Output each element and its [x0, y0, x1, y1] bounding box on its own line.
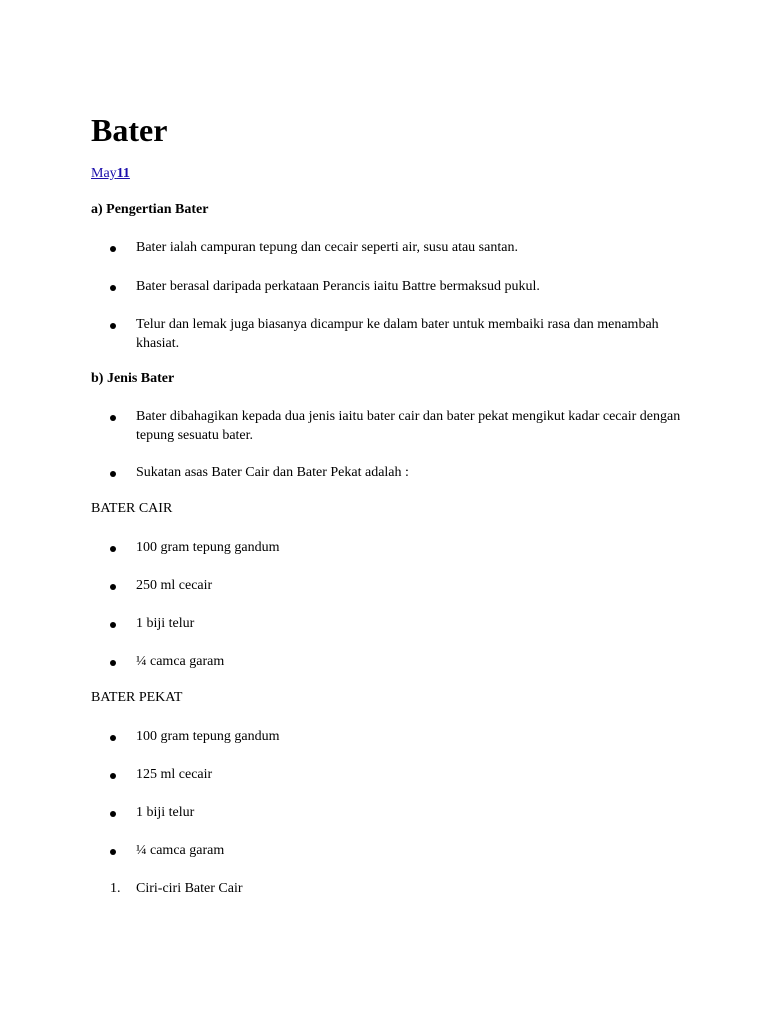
bullet-icon [110, 584, 116, 590]
list-item [91, 841, 691, 860]
list-item-text: 100 gram tepung gandum [136, 729, 280, 744]
section-heading-jenis: b) Jenis Bater [91, 371, 175, 386]
bullet-icon [110, 285, 116, 291]
section-heading-pengertian: a) Pengertian Bater [91, 202, 209, 217]
bullet-icon [110, 773, 116, 779]
numbered-list-item [91, 879, 691, 898]
bullet-icon [110, 811, 116, 817]
list-item-text: Telur dan lemak juga biasanya dicampur ke dalam bater untuk membaiki rasa dan menambah khasiat. [136, 317, 659, 351]
list-item-text: 1 biji telur [136, 616, 195, 631]
bullet-icon [110, 735, 116, 741]
list-item [91, 727, 691, 746]
list-item [91, 576, 691, 595]
bullet-icon [110, 246, 116, 252]
post-date-day: 11 [116, 166, 130, 181]
list-item [91, 277, 691, 296]
list-item-text: Bater dibahagikan kepada dua jenis iaitu bater cair dan bater pekat mengikut kadar cecair dengan tepung sesuatu bater. [136, 409, 681, 443]
list-item [91, 538, 691, 557]
bullet-icon [110, 471, 116, 477]
bullet-icon [110, 660, 116, 666]
list-item-text: Sukatan asas Bater Cair dan Bater Pekat adalah : [136, 465, 409, 480]
list-item-text: Bater berasal daripada perkataan Perancis iaitu Battre bermaksud pukul. [136, 279, 540, 294]
list-item [91, 463, 691, 482]
post-date-month: May [91, 166, 117, 181]
list-item [91, 315, 691, 353]
subsection-label-bater-cair: BATER CAIR [91, 501, 173, 516]
list-item-text: ¼ camca garam [136, 654, 225, 669]
list-item-text: 100 gram tepung gandum [136, 540, 280, 555]
bullet-icon [110, 323, 116, 329]
page-title: Bater [91, 112, 168, 148]
bullet-icon [110, 546, 116, 552]
list-item-text: 125 ml cecair [136, 767, 213, 782]
list-item-text: Ciri-ciri Bater Cair [136, 881, 243, 896]
list-number: 1. [110, 881, 121, 896]
list-item [91, 765, 691, 784]
list-item-text: 250 ml cecair [136, 578, 213, 593]
bullet-icon [110, 849, 116, 855]
list-item [91, 614, 691, 633]
list-item [91, 803, 691, 822]
post-date-link[interactable] [91, 164, 130, 184]
bullet-icon [110, 622, 116, 628]
list-item-text: 1 biji telur [136, 805, 195, 820]
list-item-text: Bater ialah campuran tepung dan cecair seperti air, susu atau santan. [136, 240, 518, 255]
list-item [91, 407, 691, 445]
subsection-label-bater-pekat: BATER PEKAT [91, 690, 183, 705]
list-item [91, 238, 691, 257]
list-item [91, 652, 691, 671]
list-item-text: ¼ camca garam [136, 843, 225, 858]
bullet-icon [110, 415, 116, 421]
